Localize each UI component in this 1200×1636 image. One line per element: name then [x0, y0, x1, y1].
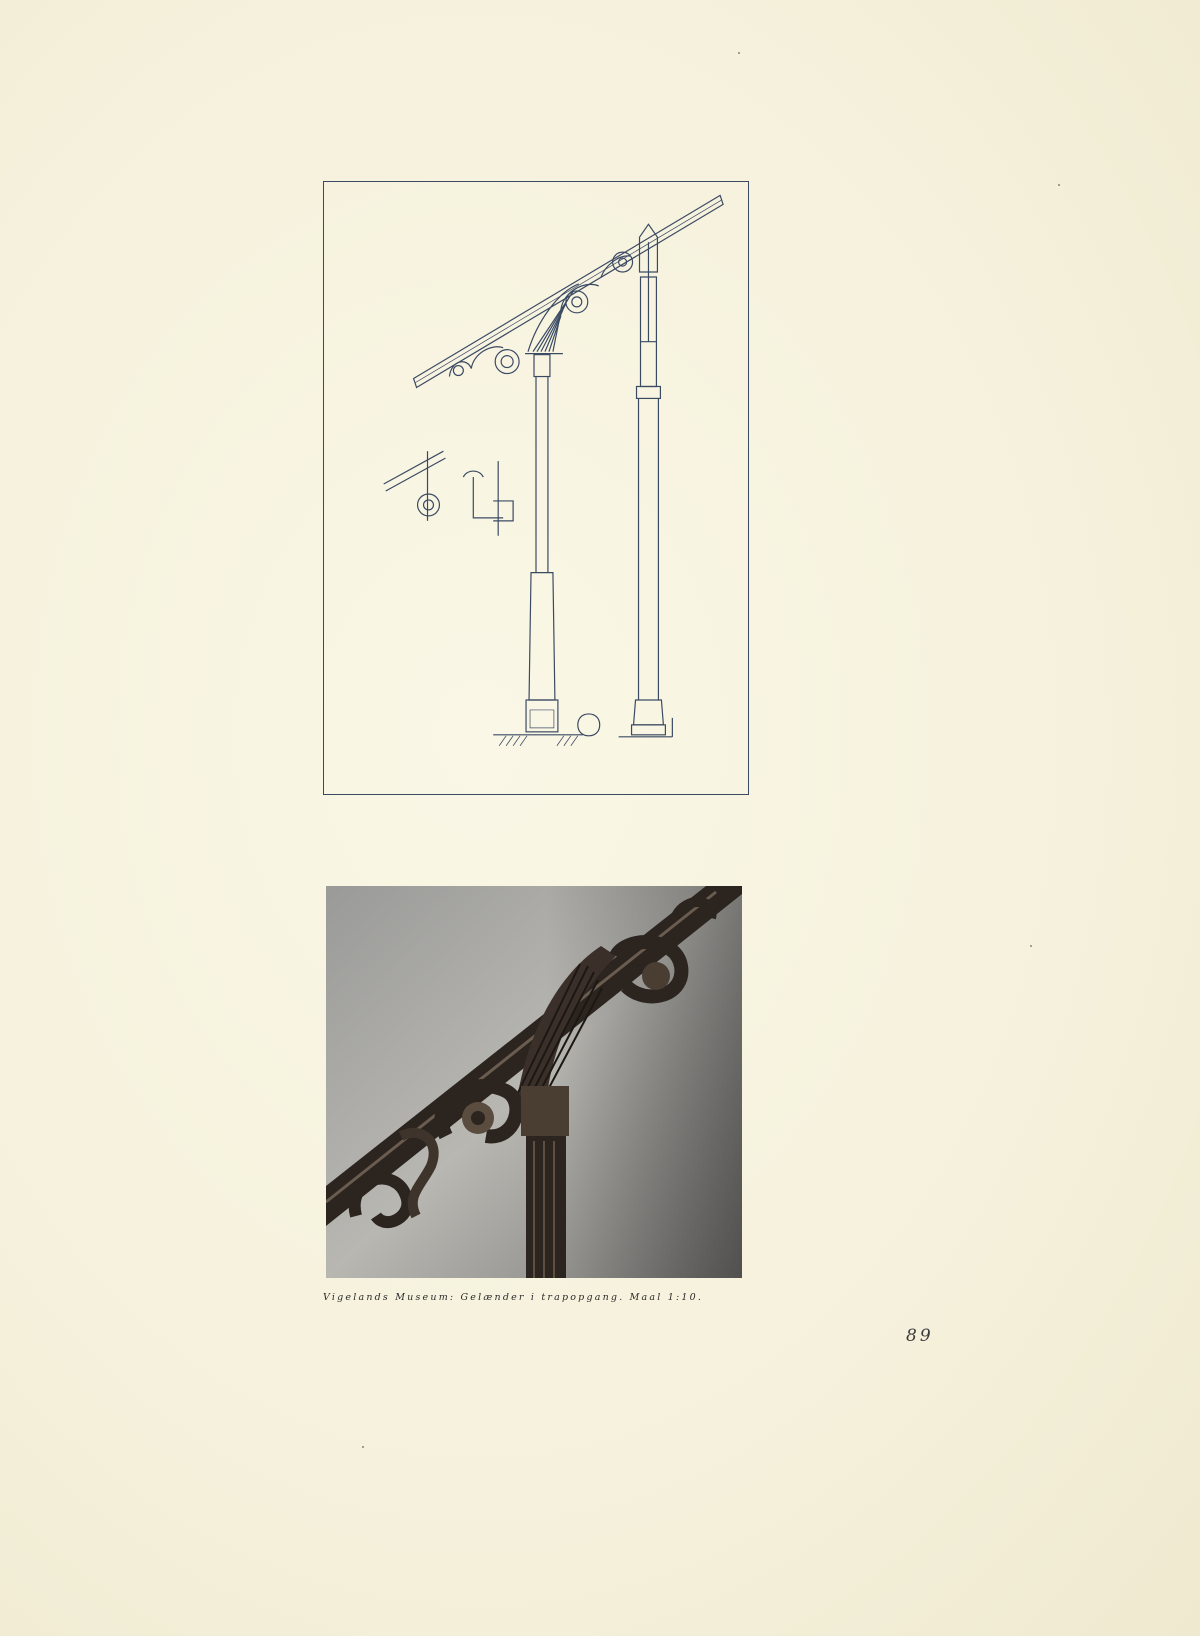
railing-technical-drawing — [323, 181, 749, 795]
paper-speck — [1030, 945, 1032, 947]
railing-photograph — [326, 886, 742, 1278]
railing-drawing-svg — [324, 182, 748, 794]
paper-speck — [362, 1446, 364, 1448]
page-number: 89 — [906, 1326, 934, 1346]
figure-caption: Vigelands Museum: Gelænder i trapopgang. Maal 1:10. — [323, 1292, 704, 1303]
paper-speck — [738, 52, 740, 54]
paper-speck — [1058, 184, 1060, 186]
railing-photo-svg — [326, 886, 742, 1278]
